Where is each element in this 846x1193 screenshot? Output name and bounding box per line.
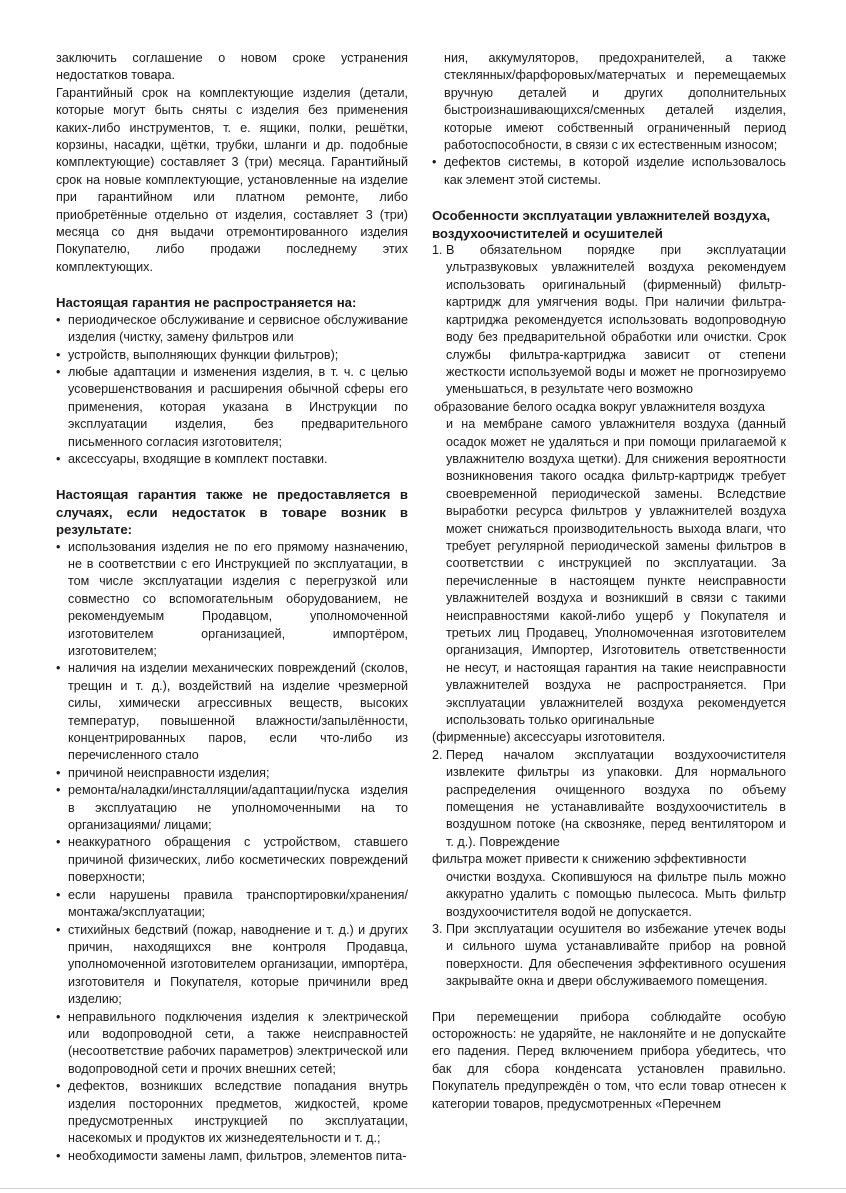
item-text: Перед началом эксплуатации воздухоочистителя извлеките фильтры из упаковки. Для нормального распределения очищенного воздуха по объему помещения не устанавливайте воздухоочиститель в воздушном потоке (на сквозняке, перед вентилятором и т. д.). Повреждение — [446, 747, 786, 849]
operation-features-list — [432, 242, 786, 399]
numbered-item-1 — [432, 242, 786, 399]
list-item: • неправильного подключения изделия к электрической или водопроводной сети, а также неисправностей (несоответствие рабочих параметров) электрической или водопроводной сети и прочих внешних сетей; — [56, 1009, 408, 1079]
not-covered-list — [56, 312, 408, 469]
item1-continuation: и на мембране самого увлажнителя воздуха (данный осадок может не удаляться и при помощи прилагаемой к увлажнителю воздуха щетки). Для снижения вероятности возникновения такого осадка фильтр-картридж требует своевременной периодической замены. Вследствие выработки ресурса фильтров у увлажнителей воздуха может снижаться производительность выхода влаги, что требует регулярной периодической замены фильтров в соответствии с инструкцией по эксплуатации. За перечисленные в настоящем пункте неисправности увлажнителей воздуха и возникший в связи с такими неисправностями какой-либо ущерб у Покупателя и третьих лиц Продавец, Уполномоченная изготовителем организация, Импортер, Изготовитель ответственности не несут, и настоящая гарантия на такие неисправности увлажнителей воздуха не распространяется. При эксплуатации увлажнителей воздуха рекомендуется использовать только оригинальные — [446, 417, 786, 728]
item-number: 2. — [432, 747, 443, 762]
list-item: • ремонта/наладки/инсталляции/адаптации/пуска изделия в эксплуатацию не уполномоченными на то организациями/ лицами; — [56, 782, 408, 834]
item2-continuation: очистки воздуха. Скопившуюся на фильтре пыль можно аккуратно удалить с помощью пылесоса. Мыть фильтр воздухоочистителя водой не допускается. — [446, 869, 786, 919]
list-item: • дефектов системы, в которой изделие использовалось как элемент этой системы. — [432, 154, 786, 189]
list-item-continuation: ния, аккумуляторов, предохранителей, а также стеклянных/фарфоровых/матерчатых и перемещаемых вручную деталей и других дополнительных быстроизнашивающихся/сменных деталей изделия, которые имеют собственный ограниченный период работоспособности, в связи с их естественным износом; — [444, 51, 786, 153]
list-item: • устройств, выполняющих функции фильтров); — [56, 347, 408, 364]
left-column — [56, 50, 408, 1165]
item-number: 3. — [432, 921, 443, 936]
item-text: При эксплуатации осушителя во избежание утечек воды и сильного шума устанавливайте прибор на ровной поверхности. Для обеспечения эффективного осушения закрывайте окна и двери обслуживаемого помещения. — [446, 921, 786, 989]
intro-continuation: заключить соглашение о новом сроке устранения недостатков товара. — [56, 51, 408, 83]
not-provided-list-continued — [432, 50, 786, 189]
heading-not-provided: Настоящая гарантия также не предоставляется в случаях, если недостаток в товаре возник в результате: — [56, 487, 408, 538]
list-item: • неаккуратного обращения с устройством, ставшего причиной физических, либо косметических повреждений поверхности; — [56, 834, 408, 886]
heading-not-covered: Настоящая гарантия не распространяется на: — [56, 295, 357, 311]
list-item: • периодическое обслуживание и сервисное обслуживание изделия (чистку, замену фильтров или — [56, 312, 408, 347]
operation-features-list-3 — [432, 921, 786, 991]
item2-continuation-first-line: фильтра может привести к снижению эффективности — [432, 852, 747, 867]
item-text: В обязательном порядке при эксплуатации ультразвуковых увлажнителей воздуха рекомендуем использовать оригинальный (фирменный) фильтр-картридж для умягчения воды. При наличии фильтра-картриджа рекомендуется использовать водопроводную воду без предварительной обработки или очистки. Срок службы фильтра-картриджа зависит от степени жесткости используемой воды и может не прогнозируемо уменьшаться, в результате чего возможно — [446, 243, 786, 397]
list-item: • использования изделия не по его прямому назначению, не в соответствии с его Инструкцией по эксплуатации, в том числе эксплуатации изделия с перегрузкой или совместно со вспомогательным оборудованием, не рекомендуемым Продавцом, уполномоченной изготовителем организацией, импортёром, изготовителем; — [56, 539, 408, 661]
item1-end: (фирменные) аксессуары изготовителя. — [432, 730, 666, 745]
heading-operation-features: Особенности эксплуатации увлажнителей воздуха, воздухоочистителей и осушителей — [432, 208, 771, 241]
list-item: • аксессуары, входящие в комплект поставки. — [56, 451, 408, 468]
list-item: • необходимости замены ламп, фильтров, элементов пита- — [56, 1148, 408, 1165]
list-item: • причиной неисправности изделия; — [56, 765, 408, 782]
item-number: 1. — [432, 243, 443, 258]
operation-features-list-2 — [432, 747, 786, 851]
list-item: • если нарушены правила транспортировки/хранения/монтажа/эксплуатации; — [56, 887, 408, 922]
numbered-item-3 — [432, 921, 786, 991]
list-item: • наличия на изделии механических повреждений (сколов, трещин и т. д.), воздействий на изделие чрезмерной силы, химически агрессивных веществ, высоких температур, повышенной влажности/запылённости, концентрированных паров, если что-либо из перечисленного стало — [56, 660, 408, 764]
right-column — [432, 50, 786, 1113]
warranty-parts-paragraph: Гарантийный срок на комплектующие изделия (детали, которые могут быть сняты с изделия без применения каких-либо инструментов, т. е. ящики, полки, решётки, корзины, насадки, щётки, трубки, шланги и др. подобные комплектующие) составляет 3 (три) месяца. Гарантийный срок на новые комплектующие, установленные на изделие при гарантийном или платном ремонте, либо приобретённые отдельно от изделия, составляет 3 (три) месяца со дня выдачи отремонтированного изделия Покупателю, либо продажи последнему этих комплектующих. — [56, 85, 408, 274]
list-item: • дефектов, возникших вследствие попадания внутрь изделия посторонних предметов, жидкостей, кроме предусмотренных инструкцией по эксплуатации, насекомых и продуктов их жизнедеятельности и т. д.; — [56, 1078, 408, 1148]
numbered-item-2 — [432, 747, 786, 851]
list-item: • стихийных бедствий (пожар, наводнение и т. д.) и других причин, находящихся вне контроля Продавца, уполномоченной изготовителем организации, импортёра, изготовителя и Покупателя, которые причинили вред изделию; — [56, 922, 408, 1009]
list-item: • любые адаптации и изменения изделия, в т. ч. с целью усовершенствования и расширения обычной сферы его применения, которая указана в Инструкции по эксплуатации изделия, без предварительного письменного согласия изготовителя; — [56, 364, 408, 451]
item1-continuation-first-line: образование белого осадка вокруг увлажнителя воздуха — [434, 399, 766, 414]
not-provided-list — [56, 539, 408, 1166]
page-bottom-rule — [0, 1188, 846, 1189]
closing-paragraph: При перемещении прибора соблюдайте особую осторожность: не ударяйте, не наклоняйте и не допускайте его падения. Перед включением прибора убедитесь, что бак для сбора конденсата установлен правильно. Покупатель предупреждён о том, что если товар отнесен к категории товаров, предусмотренных «Перечнем — [432, 1009, 786, 1111]
